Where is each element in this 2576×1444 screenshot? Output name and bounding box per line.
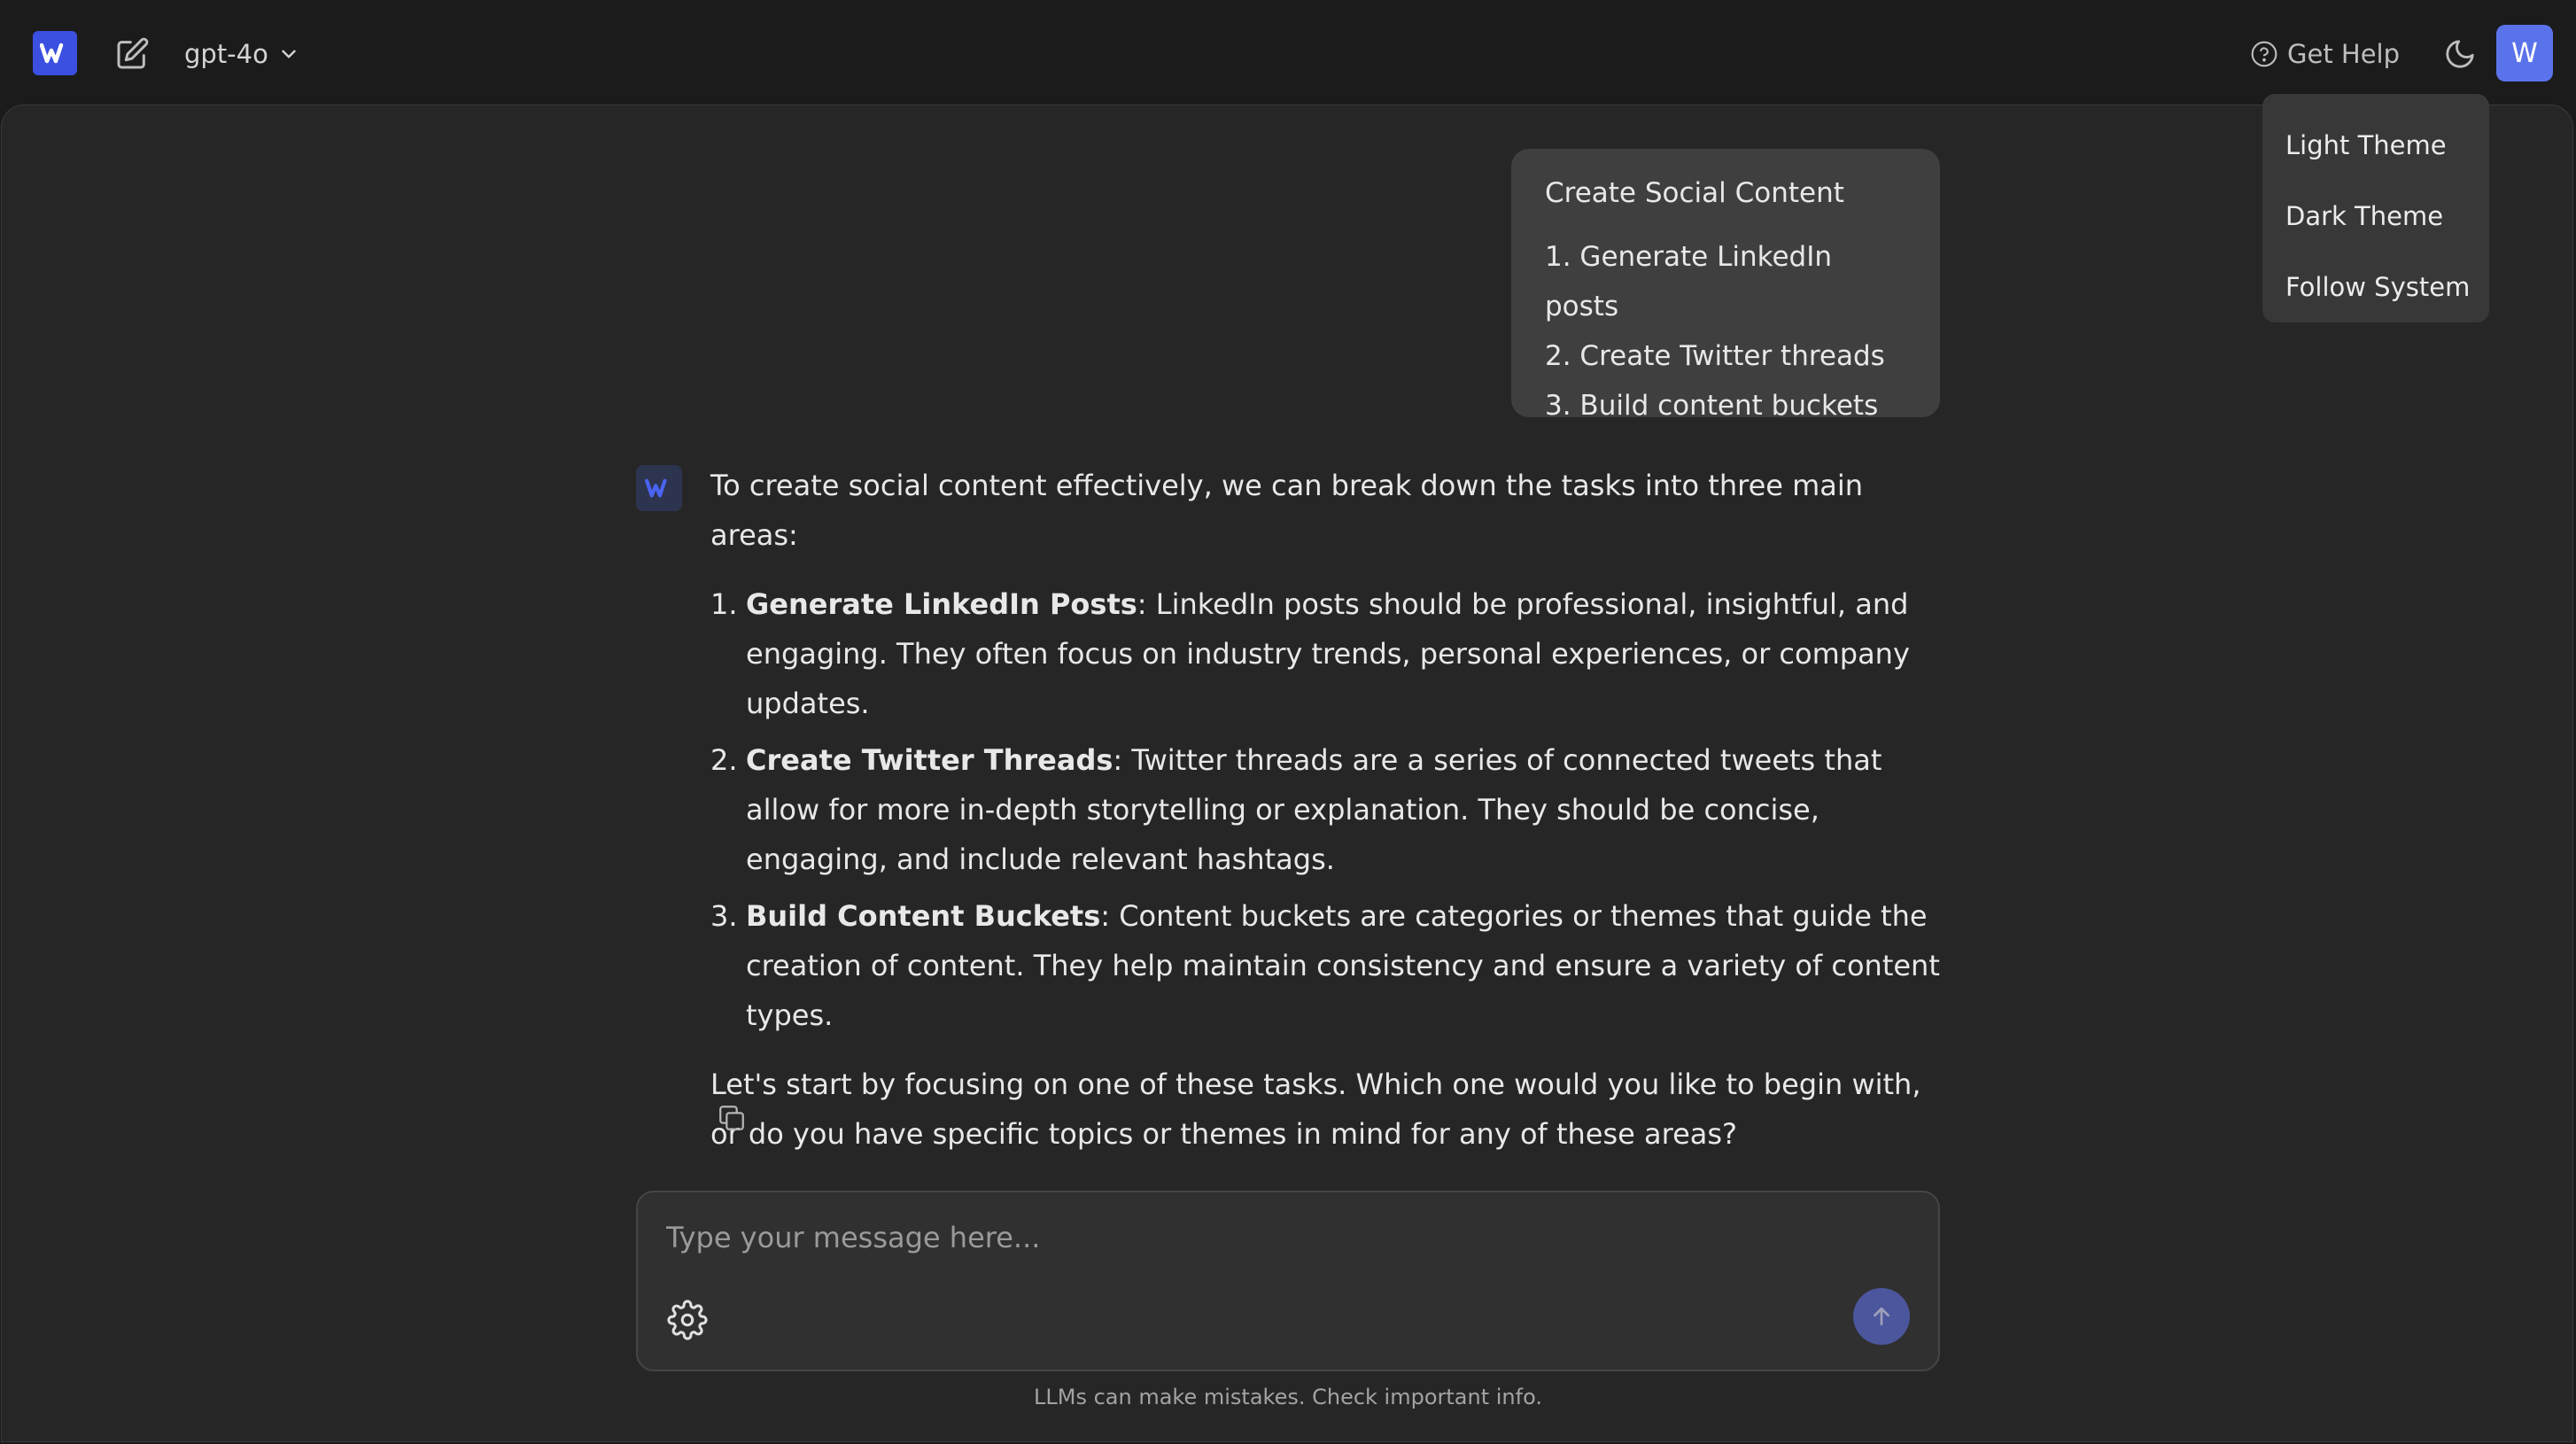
theme-option-system[interactable]: Follow System [2285, 272, 2471, 302]
theme-dropdown-menu [2262, 94, 2489, 322]
list-item [710, 579, 1951, 728]
list-item-title: Create Twitter Threads [746, 743, 1113, 777]
theme-toggle-button[interactable] [2440, 34, 2480, 74]
list-item-title: Generate LinkedIn Posts [746, 587, 1137, 621]
list-number: 1. [710, 587, 738, 621]
edit-icon [114, 36, 150, 72]
logo-w-icon [645, 477, 673, 499]
copy-button[interactable] [712, 1099, 751, 1137]
new-chat-button[interactable] [113, 35, 151, 73]
get-help-button[interactable] [2250, 35, 2400, 73]
logo-w-icon [40, 42, 70, 65]
get-help-label: Get Help [2287, 39, 2401, 69]
list-item-text: : Content buckets are categories or themes that guide the creation of content. They help maintain consistency and ensure a variety of content types. [746, 899, 1940, 1032]
list-item: 2. Create Twitter threads [1545, 340, 1885, 372]
list-item-text: : Twitter threads are a series of connected tweets that allow for more in-depth storytelling or explanation. They should be concise, engaging, and include relevant hashtags. [746, 743, 1882, 876]
theme-option-light[interactable]: Light Theme [2285, 130, 2447, 160]
assistant-closing: Let's start by focusing on one of these tasks. Which one would you like to begin with, or do you have specific topics or themes in mind for any of these areas? [710, 1067, 1921, 1151]
list-item-title: Build Content Buckets [746, 899, 1101, 933]
model-name: gpt-4o [184, 39, 268, 69]
copy-icon [717, 1103, 747, 1133]
send-button[interactable] [1853, 1288, 1910, 1345]
avatar-initial: W [2511, 37, 2538, 69]
user-message-title: Create Social Content [1545, 177, 1844, 209]
assistant-list [710, 579, 1951, 1040]
assistant-intro: To create social content effectively, we can break down the tasks into three main areas: [710, 469, 1864, 552]
message-composer [636, 1191, 1940, 1371]
arrow-up-icon [1868, 1303, 1895, 1330]
help-circle-icon [2250, 40, 2278, 68]
disclaimer-text: LLMs can make mistakes. Check important info. [1034, 1385, 1542, 1409]
list-number: 3. [710, 899, 738, 933]
list-item [710, 891, 1951, 1040]
model-selector[interactable] [184, 34, 300, 74]
list-number: 2. [710, 743, 738, 777]
settings-button[interactable] [664, 1297, 710, 1343]
chevron-down-icon [277, 43, 300, 66]
list-item-text: : LinkedIn posts should be professional, insightful, and engaging. They often focus on industry trends, personal experiences, or company updates. [746, 587, 1910, 720]
message-input[interactable] [664, 1212, 1819, 1263]
theme-option-dark[interactable]: Dark Theme [2285, 201, 2444, 231]
gear-icon [667, 1300, 708, 1340]
user-avatar[interactable] [2496, 25, 2553, 82]
list-item: 1. Generate LinkedIn posts [1545, 241, 1832, 322]
assistant-message [710, 461, 1951, 1159]
top-bar [0, 0, 2576, 105]
moon-icon [2443, 37, 2477, 71]
assistant-avatar [636, 465, 682, 511]
user-message-list [1545, 232, 1906, 431]
app-logo[interactable] [33, 31, 77, 75]
user-message-bubble [1511, 149, 1940, 422]
list-item [710, 735, 1951, 884]
list-item: 3. Build content buckets [1545, 390, 1879, 422]
